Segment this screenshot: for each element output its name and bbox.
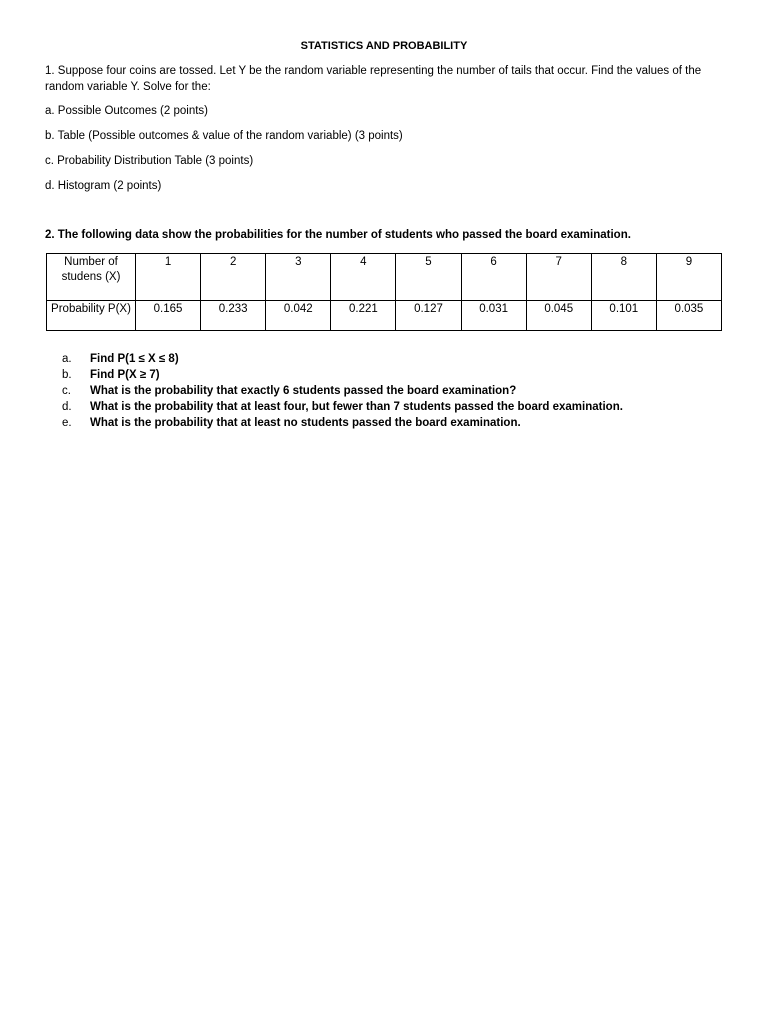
table-row-x bbox=[47, 254, 722, 301]
subquestion-text: What is the probability that exactly 6 students passed the board examination? bbox=[90, 385, 517, 397]
list-item bbox=[62, 415, 623, 431]
table-cell-x: 8 bbox=[591, 254, 656, 301]
list-item bbox=[62, 351, 623, 367]
row-header-probability: Probability P(X) bbox=[47, 301, 136, 331]
question-1-intro: 1. Suppose four coins are tossed. Let Y be the random variable representing the number of tails that occur. Find the values of the random variable Y. Solve for the: bbox=[45, 65, 702, 93]
table-cell-x: 9 bbox=[656, 254, 721, 301]
question-1-part-b: b. Table (Possible outcomes & value of the random variable) (3 points) bbox=[45, 130, 403, 142]
table-cell-probability: 0.165 bbox=[136, 301, 201, 331]
table-cell-x: 3 bbox=[266, 254, 331, 301]
list-marker: b. bbox=[62, 369, 72, 381]
subquestion-text: Find P(X ≥ 7) bbox=[90, 369, 160, 381]
table-cell-probability: 0.233 bbox=[201, 301, 266, 331]
question-1-part-c: c. Probability Distribution Table (3 points) bbox=[45, 155, 254, 167]
document-title: STATISTICS AND PROBABILITY bbox=[300, 40, 468, 52]
list-marker: a. bbox=[62, 353, 72, 365]
table-cell-probability: 0.031 bbox=[461, 301, 526, 331]
table-cell-probability: 0.045 bbox=[526, 301, 591, 331]
table-cell-x: 7 bbox=[526, 254, 591, 301]
subquestion-text: What is the probability that at least no students passed the board examination. bbox=[90, 417, 521, 429]
table-cell-x: 6 bbox=[461, 254, 526, 301]
subquestion-text: Find P(1 ≤ X ≤ 8) bbox=[90, 353, 179, 365]
question-2-subquestions bbox=[62, 351, 623, 431]
table-cell-probability: 0.101 bbox=[591, 301, 656, 331]
question-2-intro: 2. The following data show the probabilities for the number of students who passed the board examination. bbox=[45, 229, 631, 241]
list-item bbox=[62, 383, 623, 399]
list-item bbox=[62, 399, 623, 415]
question-1-part-d: d. Histogram (2 points) bbox=[45, 180, 162, 192]
table-cell-probability: 0.042 bbox=[266, 301, 331, 331]
row-header-x: Number of studens (X) bbox=[47, 254, 136, 301]
table-cell-x: 4 bbox=[331, 254, 396, 301]
list-marker: d. bbox=[62, 401, 72, 413]
probability-table bbox=[46, 253, 722, 331]
subquestion-text: What is the probability that at least four, but fewer than 7 students passed the board examination. bbox=[90, 401, 623, 413]
list-marker: e. bbox=[62, 417, 72, 429]
table-cell-probability: 0.035 bbox=[656, 301, 721, 331]
table-cell-probability: 0.127 bbox=[396, 301, 461, 331]
list-item bbox=[62, 367, 623, 383]
table-cell-probability: 0.221 bbox=[331, 301, 396, 331]
list-marker: c. bbox=[62, 385, 71, 397]
table-cell-x: 2 bbox=[201, 254, 266, 301]
table-cell-x: 1 bbox=[136, 254, 201, 301]
question-1-part-a: a. Possible Outcomes (2 points) bbox=[45, 105, 208, 117]
table-cell-x: 5 bbox=[396, 254, 461, 301]
table-row-probability bbox=[47, 301, 722, 331]
